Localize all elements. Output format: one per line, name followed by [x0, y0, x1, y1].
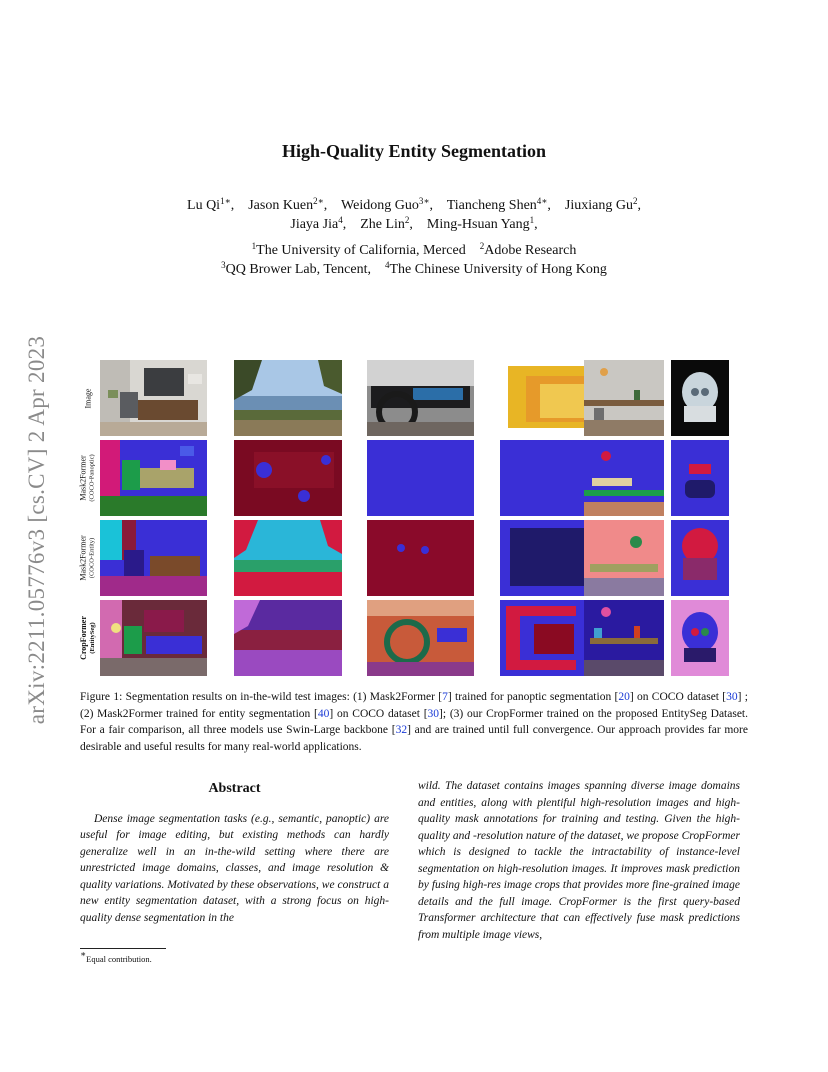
citation-link[interactable]: 40 [317, 707, 330, 720]
citation-link[interactable]: 32 [395, 724, 408, 736]
mask-panoptic-globe [671, 440, 729, 516]
mask-panoptic-shelf [584, 440, 664, 516]
photo-shelf-wall [584, 360, 664, 436]
affiliation: $^3$QQ Brower Lab, Tencent, [221, 260, 371, 277]
author: Jiaya Jia$^4$, [290, 215, 347, 232]
mask-entity-office [100, 520, 207, 596]
abstract-text-right: wild. The dataset contains images spanning diverse image domains and entities, along with plentiful high-resolution images and high-quality mask annotations for training and testing. Given the high-quality and -resolution nature of the dataset, we propose CropFormer which is designed to tackle the intractability of instance-level segmentation on high-resolution images. It improves mask prediction by fusing high-res image crops that provides more fine-grained image details and the full image. CropFormer is the first query-based Transformer architecture that can effectively fuse mask predictions from multiple image views, [418, 780, 740, 941]
mask-entity-globe [671, 520, 729, 596]
abstract-text-left: Dense image segmentation tasks (e.g., semantic, panoptic) are useful for image editing, but existing methods can hardly generalize well in an in-the-wild setting where there are unrestricted image domains, classes, and image resolution & quality variations. Motivated by these observations, we construct a new entity segmentation dataset, with a strong focus on high-quality dense segmentation in the [80, 812, 389, 924]
affiliation: $^2$Adobe Research [479, 241, 577, 258]
footnote-rule [80, 948, 166, 949]
author: Ming-Hsuan Yang$^1$, [426, 215, 538, 232]
mask-panoptic-office [100, 440, 207, 516]
author: Zhe Lin$^2$, [360, 215, 413, 232]
mask-entity-coast [234, 520, 342, 596]
mask-entity-car [367, 520, 474, 596]
mask-panoptic-coast [234, 440, 342, 516]
row-label-mask2former-entity: Mask2Former (COCO-Entity) [79, 535, 97, 581]
abstract-heading: Abstract [208, 781, 261, 796]
figure-caption: Figure 1: Segmentation results on in-the-wild test images: (1) Mask2Former [7] trained for panoptic segmentation [20] on COCO dataset [30] ; (2) Mask2Former trained for entity segmentation [40] on COCO dataset [30]; (3) our CropFormer trained on the proposed EntitySeg Dataset. For a fair comparison, all three models use Swin-Large backbone [32] and are trained until full convergence. Our approach provides far more desirable and useful results for many real-world applications. [80, 691, 748, 753]
affiliation: $^4$The Chinese University of Hong Kong [384, 260, 607, 277]
mask-panoptic-car [367, 440, 474, 516]
mask-cropformer-globe [671, 600, 729, 676]
mask-cropformer-car [367, 600, 474, 676]
mask-entity-shelf [584, 520, 664, 596]
mask-cropformer-shelf [584, 600, 664, 676]
figure-1-grid [78, 358, 730, 680]
author: Tiancheng Shen$^{4∗}$, [446, 196, 551, 213]
mask-cropformer-office [100, 600, 207, 676]
arxiv-identifier [17, 290, 57, 770]
footnote: ∗Equal contribution. [80, 949, 152, 964]
arxiv-id-text: arXiv:2211.05776v3 [cs.CV] 2 Apr 2023 [24, 335, 49, 725]
row-label-cropformer: CropFormer (EntitySeg) [79, 616, 96, 660]
citation-link[interactable]: 7 [442, 691, 448, 703]
author-list [80, 196, 748, 234]
photo-office-desk [100, 360, 207, 436]
paper-title: High-Quality Entity Segmentation [281, 141, 546, 161]
abstract-left-column [80, 781, 389, 926]
photo-car-interior [367, 360, 474, 436]
author: Weidong Guo$^{3∗}$, [341, 196, 433, 213]
author: Lu $Qi^{1∗}$, [187, 196, 235, 213]
row-label-image: Image [83, 388, 93, 408]
citation-link[interactable]: 20 [618, 691, 630, 703]
affiliations [80, 241, 748, 279]
author: Jason Kuen$^{2∗}$, [248, 196, 328, 213]
mask-cropformer-coast [234, 600, 342, 676]
citation-link[interactable]: 30 [726, 691, 738, 703]
affiliation: $^1$The University of California, Merced [251, 241, 466, 258]
row-label-mask2former-panoptic: Mask2Former (COCO-Panoptic) [79, 454, 96, 502]
author: Jiuxiang Gu$^2$, [564, 196, 641, 213]
photo-snow-globe [671, 360, 729, 436]
citation-link[interactable]: 30 [427, 707, 440, 720]
photo-coast-landscape [234, 360, 342, 436]
